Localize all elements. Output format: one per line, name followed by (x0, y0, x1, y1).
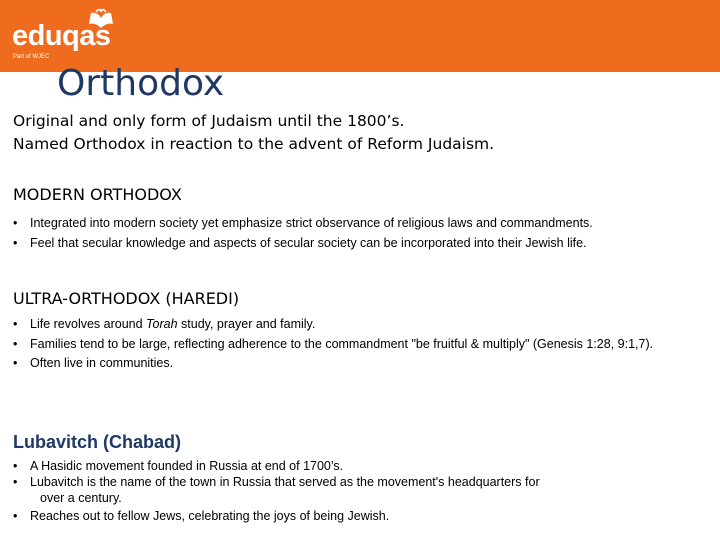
list-item-text: Integrated into modern society yet emphasize strict observance of religious laws and commandments. (30, 216, 593, 230)
list-item (13, 355, 713, 372)
section-heading-modern-orthodox: MODERN ORTHODOX (13, 185, 182, 204)
lubavitch-list (13, 458, 713, 527)
bullet-icon: • (13, 216, 18, 230)
bullet-icon: • (13, 337, 18, 351)
list-item-text: A Hasidic movement founded in Russia at end of 1700’s. (30, 459, 344, 473)
bullet-icon: • (13, 236, 18, 250)
list-item-text: Reaches out to fellow Jews, celebrating the joys of being Jewish. (30, 509, 390, 523)
bullet-icon: • (13, 475, 18, 489)
list-item-text: Life revolves around (30, 317, 147, 331)
brand-name: eduqas (12, 20, 111, 52)
list-item (13, 215, 713, 232)
intro-text (13, 110, 494, 156)
header-banner (0, 0, 720, 72)
list-item (13, 508, 713, 524)
list-item (13, 458, 713, 474)
list-item (13, 316, 713, 333)
bullet-icon: • (13, 356, 18, 370)
section-heading-lubavitch: Lubavitch (Chabad) (13, 432, 182, 452)
bullet-icon: • (13, 317, 18, 331)
intro-line: Named Orthodox in reaction to the advent of Reform Judaism. (13, 135, 495, 153)
section-heading-ultra-orthodox: ULTRA-ORTHODOX (HAREDI) (13, 289, 240, 308)
bullet-icon: • (13, 509, 18, 523)
list-item (13, 336, 713, 353)
list-item-text: study, prayer and family. (177, 317, 316, 331)
list-item-text: Often live in communities. (30, 356, 174, 370)
bullet-icon: • (13, 459, 18, 473)
list-item-text: Lubavitch is the name of the town in Russia that served as the movement's headquarters for (30, 475, 540, 489)
list-item (13, 235, 713, 252)
list-item-text: Families tend to be large, reflecting adherence to the commandment "be fruitful & multiply" (Genesis 1:28, 9:1,7). (30, 337, 654, 351)
list-item (13, 474, 713, 506)
ultra-orthodox-list (13, 316, 713, 375)
torah-emphasis: Torah (146, 317, 178, 331)
list-item-text: Feel that secular knowledge and aspects of secular society can be incorporated into their Jewish life. (30, 236, 587, 250)
intro-line: Original and only form of Judaism until the 1800’s. (13, 112, 405, 130)
eduqas-logo[interactable] (12, 8, 122, 68)
list-item-continuation: over a century. (40, 491, 122, 505)
modern-orthodox-list (13, 215, 713, 255)
slide-title: Orthodox (57, 63, 225, 104)
brand-subtitle: Part of WJEC (13, 54, 50, 60)
